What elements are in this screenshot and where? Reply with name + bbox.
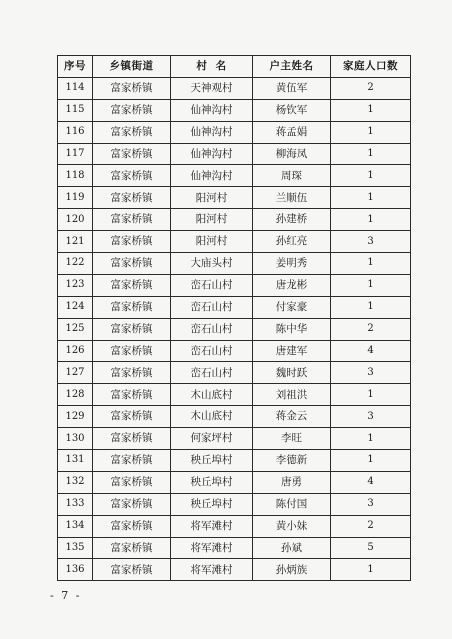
village-cell: 将军滩村	[171, 537, 253, 559]
township-cell: 富家桥镇	[93, 77, 171, 99]
table-row	[58, 471, 411, 493]
table-row	[58, 231, 411, 253]
table-row	[58, 121, 411, 143]
householder-name-cell: 陈中华	[253, 318, 331, 340]
family-size-cell: 1	[331, 143, 411, 165]
township-cell: 富家桥镇	[93, 253, 171, 275]
table-row	[58, 165, 411, 187]
township-cell: 富家桥镇	[93, 559, 171, 581]
table-row	[58, 99, 411, 121]
village-cell: 峦石山村	[171, 340, 253, 362]
table-row	[58, 274, 411, 296]
header-family-size: 家庭人口数	[331, 56, 411, 78]
table-row	[58, 296, 411, 318]
family-size-cell: 2	[331, 515, 411, 537]
householder-name-cell: 姜明秀	[253, 253, 331, 275]
table-row	[58, 209, 411, 231]
householder-name-cell: 柳海凤	[253, 143, 331, 165]
township-cell: 富家桥镇	[93, 406, 171, 428]
village-cell: 仙神沟村	[171, 99, 253, 121]
serial-number-cell: 117	[58, 143, 93, 165]
township-cell: 富家桥镇	[93, 537, 171, 559]
householder-name-cell: 孙斌	[253, 537, 331, 559]
village-cell: 峦石山村	[171, 274, 253, 296]
serial-number-cell: 128	[58, 384, 93, 406]
householder-name-cell: 蒋孟娟	[253, 121, 331, 143]
family-size-cell: 1	[331, 450, 411, 472]
village-cell: 阳河村	[171, 209, 253, 231]
householder-name-cell: 兰顺伍	[253, 187, 331, 209]
township-cell: 富家桥镇	[93, 165, 171, 187]
householder-name-cell: 唐建军	[253, 340, 331, 362]
table-row	[58, 384, 411, 406]
family-size-cell: 1	[331, 274, 411, 296]
family-size-cell: 1	[331, 165, 411, 187]
family-size-cell: 3	[331, 362, 411, 384]
township-cell: 富家桥镇	[93, 515, 171, 537]
township-cell: 富家桥镇	[93, 274, 171, 296]
page-number: - 7 -	[50, 589, 82, 602]
householder-name-cell: 李旺	[253, 428, 331, 450]
village-cell: 将军滩村	[171, 515, 253, 537]
township-cell: 富家桥镇	[93, 384, 171, 406]
table-row	[58, 340, 411, 362]
serial-number-cell: 114	[58, 77, 93, 99]
table-row	[58, 450, 411, 472]
serial-number-cell: 122	[58, 253, 93, 275]
township-cell: 富家桥镇	[93, 209, 171, 231]
township-cell: 富家桥镇	[93, 231, 171, 253]
family-size-cell: 1	[331, 384, 411, 406]
village-cell: 木山底村	[171, 384, 253, 406]
householder-name-cell: 唐勇	[253, 471, 331, 493]
serial-number-cell: 136	[58, 559, 93, 581]
family-size-cell: 1	[331, 209, 411, 231]
serial-number-cell: 134	[58, 515, 93, 537]
village-cell: 峦石山村	[171, 362, 253, 384]
village-cell: 仙神沟村	[171, 121, 253, 143]
family-size-cell: 2	[331, 77, 411, 99]
householder-name-cell: 孙建桥	[253, 209, 331, 231]
serial-number-cell: 116	[58, 121, 93, 143]
householder-name-cell: 陈付国	[253, 493, 331, 515]
township-cell: 富家桥镇	[93, 450, 171, 472]
table-row	[58, 362, 411, 384]
village-cell: 天神观村	[171, 77, 253, 99]
table-row	[58, 187, 411, 209]
table-body	[58, 77, 411, 580]
table-header-row	[58, 56, 411, 78]
serial-number-cell: 126	[58, 340, 93, 362]
family-size-cell: 1	[331, 428, 411, 450]
header-serial-number: 序号	[58, 56, 93, 78]
table-row	[58, 428, 411, 450]
serial-number-cell: 127	[58, 362, 93, 384]
table-row	[58, 493, 411, 515]
township-cell: 富家桥镇	[93, 428, 171, 450]
table-row	[58, 537, 411, 559]
header-village: 村 名	[171, 56, 253, 78]
householder-name-cell: 唐龙彬	[253, 274, 331, 296]
table-row	[58, 318, 411, 340]
family-size-cell: 1	[331, 559, 411, 581]
family-size-cell: 4	[331, 340, 411, 362]
township-cell: 富家桥镇	[93, 471, 171, 493]
table-row	[58, 143, 411, 165]
township-cell: 富家桥镇	[93, 318, 171, 340]
family-size-cell: 3	[331, 406, 411, 428]
village-cell: 秧丘埠村	[171, 471, 253, 493]
serial-number-cell: 135	[58, 537, 93, 559]
township-cell: 富家桥镇	[93, 187, 171, 209]
householder-name-cell: 蒋金云	[253, 406, 331, 428]
serial-number-cell: 129	[58, 406, 93, 428]
table-row	[58, 559, 411, 581]
householder-name-cell: 孙炳族	[253, 559, 331, 581]
table-row	[58, 515, 411, 537]
township-cell: 富家桥镇	[93, 362, 171, 384]
householder-name-cell: 周琛	[253, 165, 331, 187]
householder-name-cell: 付家豪	[253, 296, 331, 318]
village-cell: 峦石山村	[171, 296, 253, 318]
serial-number-cell: 130	[58, 428, 93, 450]
village-cell: 峦石山村	[171, 318, 253, 340]
township-cell: 富家桥镇	[93, 143, 171, 165]
township-cell: 富家桥镇	[93, 121, 171, 143]
family-size-cell: 1	[331, 187, 411, 209]
family-size-cell: 1	[331, 121, 411, 143]
village-cell: 仙神沟村	[171, 143, 253, 165]
serial-number-cell: 123	[58, 274, 93, 296]
village-cell: 何家坪村	[171, 428, 253, 450]
village-cell: 木山底村	[171, 406, 253, 428]
township-cell: 富家桥镇	[93, 493, 171, 515]
household-table	[57, 55, 411, 581]
serial-number-cell: 121	[58, 231, 93, 253]
township-cell: 富家桥镇	[93, 340, 171, 362]
serial-number-cell: 132	[58, 471, 93, 493]
serial-number-cell: 118	[58, 165, 93, 187]
village-cell: 阳河村	[171, 231, 253, 253]
family-size-cell: 1	[331, 296, 411, 318]
village-cell: 将军滩村	[171, 559, 253, 581]
family-size-cell: 1	[331, 99, 411, 121]
table-row	[58, 253, 411, 275]
serial-number-cell: 131	[58, 450, 93, 472]
village-cell: 大庙头村	[171, 253, 253, 275]
township-cell: 富家桥镇	[93, 99, 171, 121]
householder-name-cell: 魏时跃	[253, 362, 331, 384]
householder-name-cell: 李德新	[253, 450, 331, 472]
township-cell: 富家桥镇	[93, 296, 171, 318]
serial-number-cell: 115	[58, 99, 93, 121]
serial-number-cell: 124	[58, 296, 93, 318]
table-row	[58, 77, 411, 99]
header-township: 乡镇街道	[93, 56, 171, 78]
header-householder-name: 户主姓名	[253, 56, 331, 78]
householder-name-cell: 黄小妹	[253, 515, 331, 537]
serial-number-cell: 120	[58, 209, 93, 231]
family-size-cell: 5	[331, 537, 411, 559]
village-cell: 阳河村	[171, 187, 253, 209]
householder-name-cell: 黄伍军	[253, 77, 331, 99]
family-size-cell: 4	[331, 471, 411, 493]
village-cell: 秧丘埠村	[171, 493, 253, 515]
householder-name-cell: 孙红亮	[253, 231, 331, 253]
householder-name-cell: 刘祖洪	[253, 384, 331, 406]
table-row	[58, 406, 411, 428]
village-cell: 仙神沟村	[171, 165, 253, 187]
serial-number-cell: 125	[58, 318, 93, 340]
village-cell: 秧丘埠村	[171, 450, 253, 472]
family-size-cell: 3	[331, 493, 411, 515]
family-size-cell: 1	[331, 253, 411, 275]
householder-name-cell: 杨钦军	[253, 99, 331, 121]
family-size-cell: 2	[331, 318, 411, 340]
serial-number-cell: 133	[58, 493, 93, 515]
serial-number-cell: 119	[58, 187, 93, 209]
family-size-cell: 3	[331, 231, 411, 253]
